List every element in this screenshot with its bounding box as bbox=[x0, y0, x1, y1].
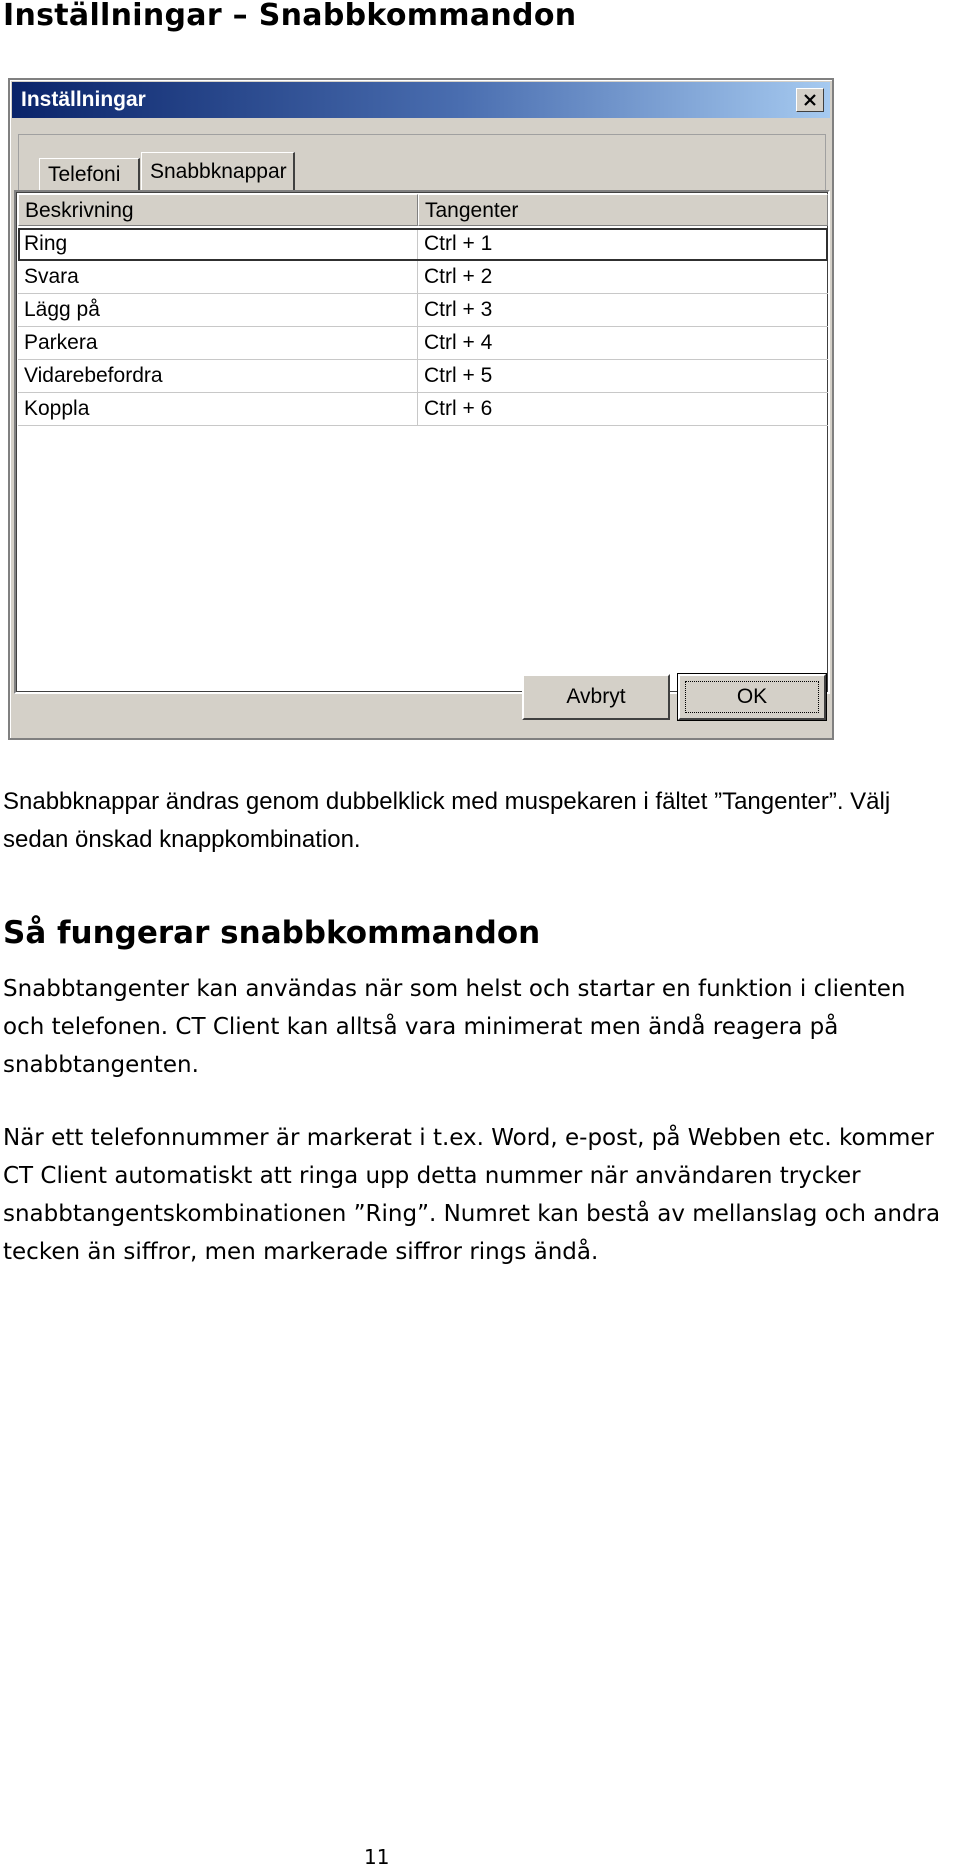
row-keys[interactable]: Ctrl + 1 bbox=[424, 232, 493, 255]
row-keys[interactable]: Ctrl + 3 bbox=[424, 298, 493, 321]
list-row[interactable] bbox=[18, 261, 828, 294]
tab-strip bbox=[18, 134, 826, 190]
dialog-titlebar[interactable] bbox=[12, 82, 830, 118]
row-keys[interactable]: Ctrl + 4 bbox=[424, 331, 493, 354]
list-row[interactable] bbox=[18, 393, 828, 426]
row-keys[interactable]: Ctrl + 5 bbox=[424, 364, 493, 387]
dialog-panel bbox=[14, 134, 830, 698]
dialog-title: Inställningar bbox=[21, 88, 146, 111]
section-heading: Så fungerar snabbkommandon bbox=[3, 915, 541, 951]
column-header-tangenter[interactable]: Tangenter bbox=[418, 194, 828, 226]
ok-button[interactable] bbox=[678, 674, 826, 720]
list-row[interactable] bbox=[18, 360, 828, 393]
row-description: Vidarebefordra bbox=[18, 360, 418, 392]
row-description: Ring bbox=[18, 228, 418, 260]
row-description: Parkera bbox=[18, 327, 418, 359]
page-heading: Inställningar – Snabbkommandon bbox=[3, 0, 577, 33]
instruction-paragraph: Snabbknappar ändras genom dubbelklick med muspekaren i fältet ”Tangenter”. Välj sedan önskad knappkombination. bbox=[3, 788, 891, 853]
page-number: 11 bbox=[364, 1845, 390, 1869]
list-row[interactable] bbox=[18, 327, 828, 360]
close-icon bbox=[803, 94, 817, 106]
ok-button-label: OK bbox=[736, 685, 768, 708]
shortcut-list[interactable] bbox=[14, 190, 830, 694]
column-header-beskrivning[interactable]: Beskrivning bbox=[18, 194, 418, 226]
close-button[interactable] bbox=[796, 88, 824, 112]
body-paragraph: När ett telefonnummer är markerat i t.ex. Word, e-post, på Webben etc. kommer CT Client automatiskt att ringa upp detta nummer när användaren trycker snabbtangentskombinationen ”Ring”. Numret kan bestå av mellanslag och andra tecken än siffror, men markerade siffror rings ändå. bbox=[3, 1125, 941, 1265]
row-description: Koppla bbox=[18, 393, 418, 425]
row-keys[interactable]: Ctrl + 6 bbox=[424, 397, 493, 420]
row-keys[interactable]: Ctrl + 2 bbox=[424, 265, 493, 288]
row-description: Svara bbox=[18, 261, 418, 293]
list-row[interactable] bbox=[18, 294, 828, 327]
list-header bbox=[18, 194, 828, 226]
list-row[interactable] bbox=[18, 228, 828, 261]
tab-snabbknappar[interactable]: Snabbknappar bbox=[141, 152, 295, 190]
settings-dialog bbox=[8, 78, 834, 740]
focus-rectangle bbox=[685, 681, 819, 713]
row-description: Lägg på bbox=[18, 294, 418, 326]
cancel-button[interactable]: Avbryt bbox=[522, 674, 670, 720]
body-paragraph: Snabbtangenter kan användas när som helst och startar en funktion i clienten och telefonen. CT Client kan alltså vara minimerat men ändå reagera på snabbtangenten. bbox=[3, 976, 906, 1078]
list-rows bbox=[18, 228, 828, 426]
tab-telefoni[interactable]: Telefoni bbox=[39, 158, 140, 190]
